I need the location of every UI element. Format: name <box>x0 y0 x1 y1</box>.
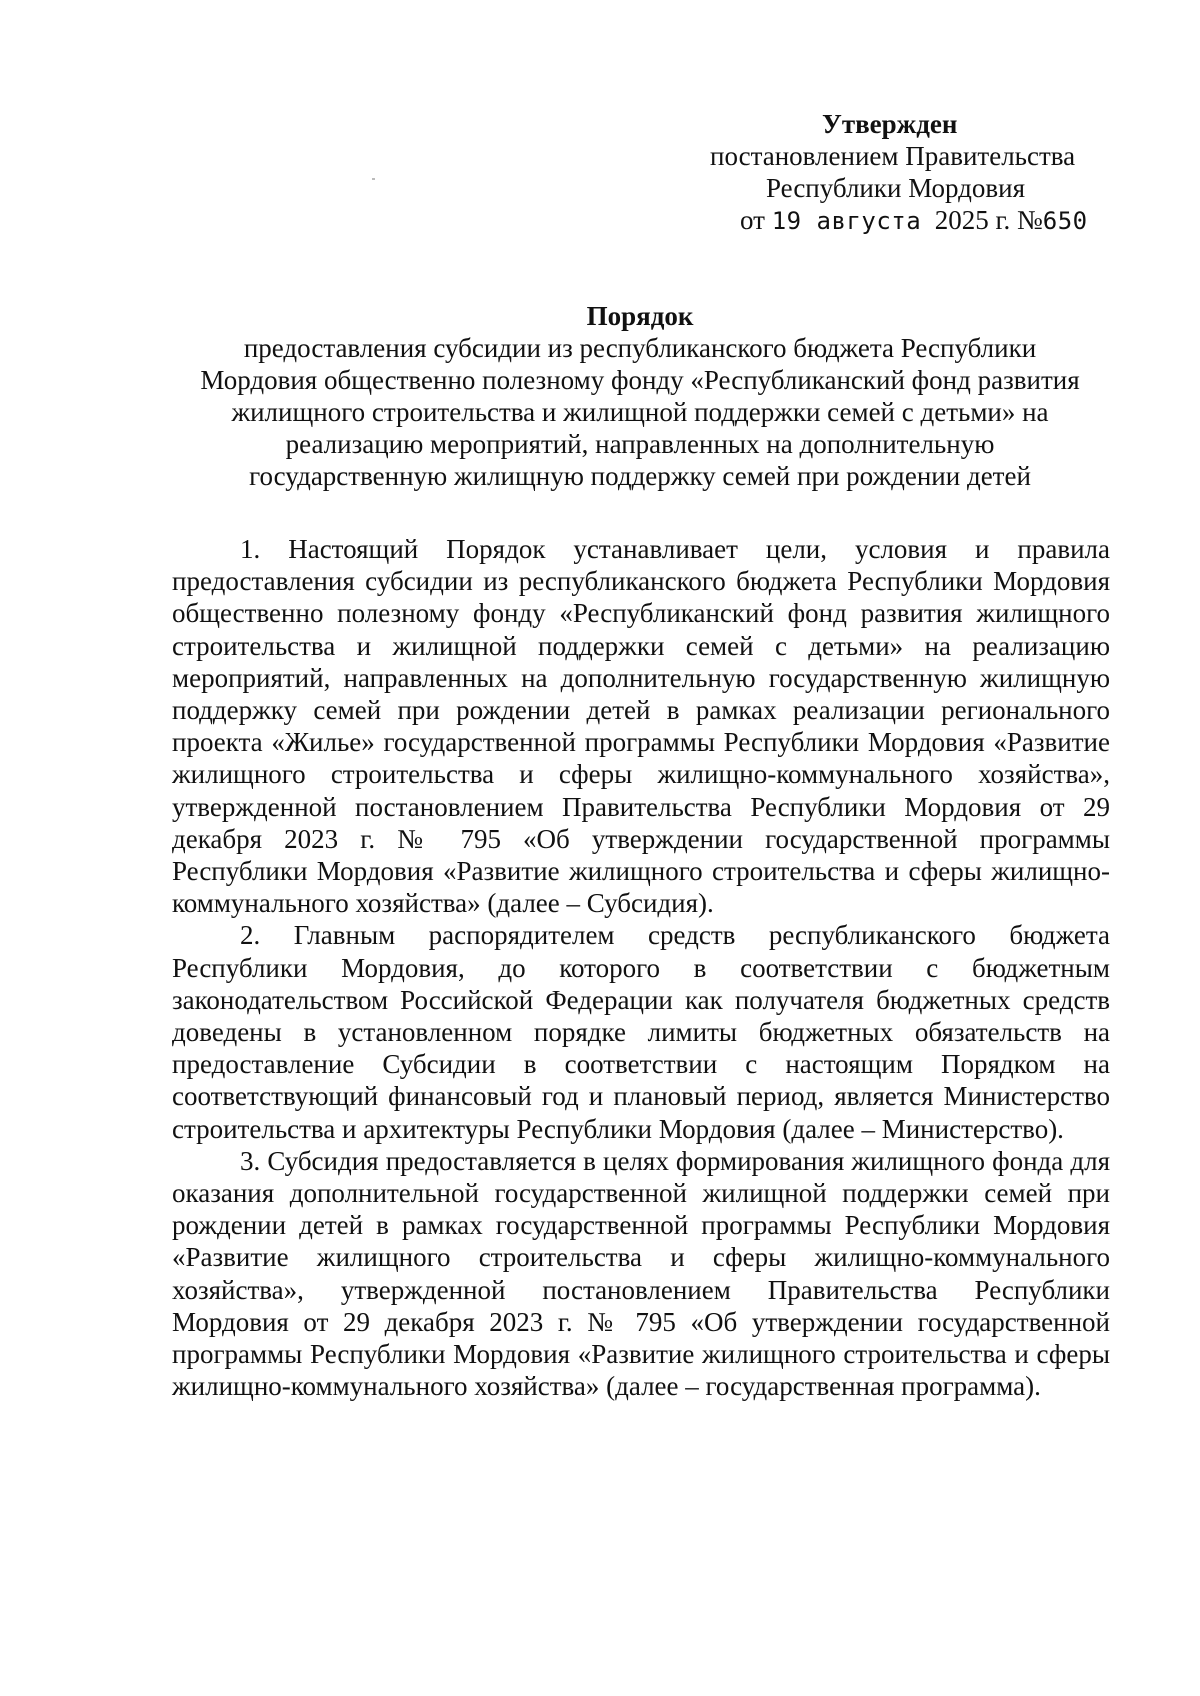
number-filled: 650 <box>1042 207 1088 235</box>
approval-line-decree: постановлением Правительства <box>710 141 1076 171</box>
document-body <box>172 533 1110 1402</box>
subtitle-line: реализацию мероприятий, направленных на дополнительную <box>285 429 995 459</box>
date-filled: 19 августа <box>771 207 922 235</box>
approval-block <box>690 108 1110 237</box>
year-number-label: 2025 г. № <box>934 205 1043 235</box>
document-title: Порядок <box>586 301 694 331</box>
paragraph-3: 3. Субсидия предоставляется в целях формирования жилищного фонда для оказания дополнительной государственной жилищной поддержки семей при рождении детей в рамках государственной программы Республики Мордовия «Развитие жилищного строительства и сферы жилищно-коммунального хозяйства», утвержденной постановлением Правительства Республики Мордовия от 29 декабря 2023 г. № 795 «Об утверждении государственной программы Республики Мордовия «Развитие жилищного строительства и сферы жилищно-коммунального хозяйства» (далее – государственная программа). <box>172 1145 1110 1402</box>
subtitle-line: Мордовия общественно полезному фонду «Республиканский фонд развития <box>200 365 1080 395</box>
paragraph-2: 2. Главным распорядителем средств республиканского бюджета Республики Мордовия, до которого в соответствии с бюджетным законодательством Российской Федерации как получателя бюджетных средств доведены в установленном порядке лимиты бюджетных обязательств на предоставление Субсидии в соответствии с настоящим Порядком на соответствующий финансовый год и плановый период, является Министерство строительства и архитектуры Республики Мордовия (далее – Министерство). <box>172 920 1110 1144</box>
approval-line-republic: Республики Мордовия <box>766 173 1026 203</box>
date-prefix: от <box>740 205 765 235</box>
subtitle-line: государственную жилищную поддержку семей при рождении детей <box>249 461 1031 491</box>
approval-date-line <box>690 204 1110 237</box>
paragraph-1: 1. Настоящий Порядок устанавливает цели, условия и правила предоставления субсидии из республиканского бюджета Республики Мордовия общественно полезному фонду «Республиканский фонд развития жилищного строительства и жилищной поддержки семей с детьми» на реализацию мероприятий, направленных на дополнительную государственную жилищную поддержку семей при рождении детей в рамках реализации регионального проекта «Жилье» государственной программы Республики Мордовия «Развитие жилищного строительства и сферы жилищно-коммунального хозяйства», утвержденной постановлением Правительства Республики Мордовия от 29 декабря 2023 г. № 795 «Об утверждении государственной программы Республики Мордовия «Развитие жилищного строительства и сферы жилищно-коммунального хозяйства» (далее – Субсидия). <box>172 534 1110 919</box>
scan-speck <box>372 178 375 180</box>
subtitle-line: жилищного строительства и жилищной поддержки семей с детьми» на <box>231 397 1049 427</box>
subtitle-line: предоставления субсидии из республиканского бюджета Республики <box>243 333 1037 363</box>
approval-title: Утвержден <box>822 109 958 139</box>
document-heading <box>170 300 1110 492</box>
